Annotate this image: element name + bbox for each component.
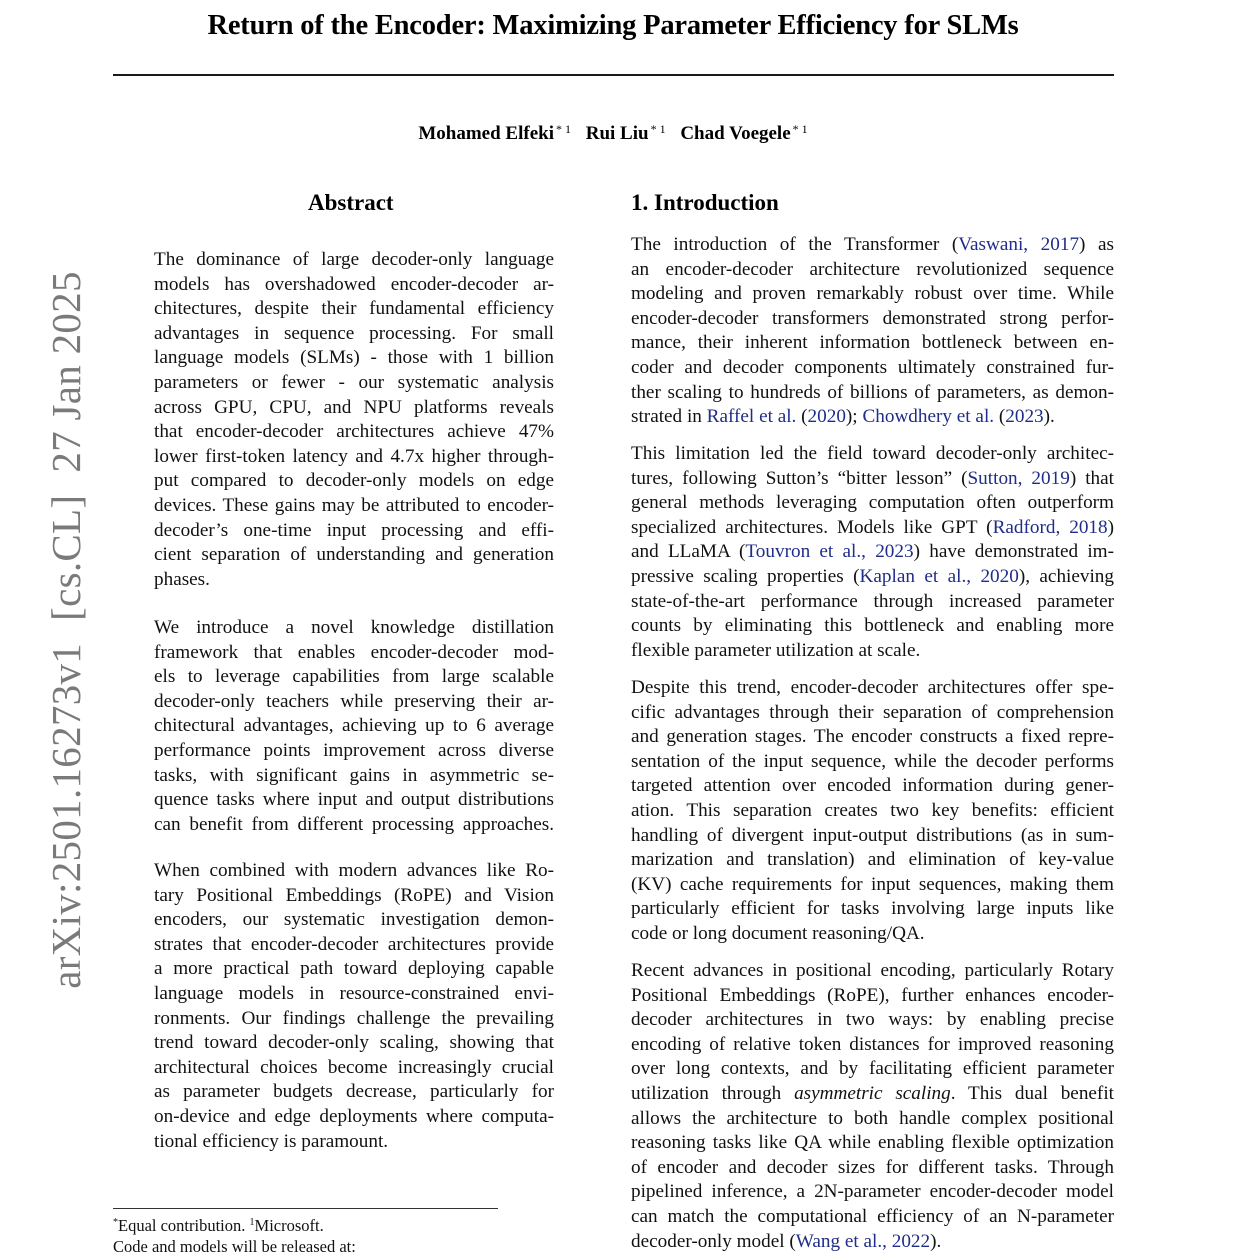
text-line: The dominance of large decoder-only language [154,249,554,270]
text-line: architectural choices become increasingly crucial [154,1056,554,1078]
author [586,123,666,144]
text-line: chitectural advantages, achieving up to 6 average [154,715,554,737]
text-line [631,1230,1114,1255]
text-line: (KV) cache requirements for input sequences, making them [631,873,1114,895]
emphasis-text: asymmetric scaling [794,1082,951,1104]
text: ( [994,406,1006,428]
text-line: particularly efficient for tasks involving large inputs like [631,898,1114,920]
text-line: phases. [154,568,210,590]
text-line: can match the computational efficiency of an N-parameter [631,1205,1114,1227]
text-line: counts by eliminating this bottleneck and enabling more [631,615,1114,637]
paper-title: Return of the Encoder: Maximizing Parameter Efficiency for SLMs [207,10,1019,41]
text-line: cient separation of understanding and generation [154,544,554,566]
text: ) have demonstrated im- [913,541,1114,563]
text-line: that encoder-decoder architectures achieve 47% [154,421,554,443]
text-line: coder and decoder components ultimately constrained fur- [631,356,1114,378]
footnote-rule [113,1208,498,1209]
text-line: tional efficiency is paramount. [154,1130,389,1152]
text: ) [1107,516,1114,538]
text-line: tasks, with significant gains in asymmetric se- [154,764,554,786]
author-affiliation-mark: * 1 [555,122,571,136]
text: The introduction of the Transformer ( [631,234,959,255]
footnote-line: Code and models will be released at: [113,1237,356,1256]
citation-link[interactable]: Vaswani, 2017 [958,234,1080,255]
text: and LLaMA ( [631,541,746,563]
author-name: Rui Liu [585,123,649,144]
text-line [631,1082,1114,1107]
abstract-heading: Abstract [308,190,394,215]
text-line: models has overshadowed encoder-decoder ar- [154,273,554,295]
text: ). [1043,406,1055,428]
citation-link[interactable]: Chowdhery et al. [862,406,995,428]
introduction-heading: 1. Introduction [631,190,779,215]
text-line: This limitation led the field toward decoder-only architec- [631,443,1114,464]
text-line: quence tasks where input and output distributions [154,789,554,811]
text-line: parameters or fewer - our systematic analysis [154,371,554,393]
text-line: sentation of the input sequence, while the decoder performs [631,750,1114,772]
author [680,123,807,144]
text: ) that [1069,467,1114,489]
text-line: When combined with modern advances like Ro- [154,860,554,881]
text-line: as parameter budgets decrease, particularly for [154,1081,554,1103]
text: utilization through [631,1082,795,1104]
text-line: els to leverage capabilities from large scalable [154,666,554,688]
text: ); [845,406,863,428]
citation-link[interactable]: Wang et al., 2022 [795,1230,931,1252]
text-line: chitectures, despite their fundamental efficiency [154,298,554,320]
text-line: on-device and edge deployments where computa- [154,1105,554,1127]
text-line: decoder-only teachers while preserving their ar- [154,690,554,712]
text: pressive scaling properties ( [631,565,860,587]
title-rule [113,74,1114,76]
intro-paragraph-2 [631,442,1114,663]
text: ). [930,1230,942,1252]
text-line: language models (SLMs) - those with 1 billion [154,347,554,369]
text-line: modeling and proven remarkably robust over time. While [631,283,1114,305]
text-line: across GPU, CPU, and NPU platforms reveals [154,396,554,418]
text-line: marization and translation) and elimination of key-value [631,849,1114,871]
text-line: cific advantages through their separation of comprehension [631,701,1114,723]
intro-paragraph-1 [631,233,1114,430]
text-line: targeted attention over encoded information during gener- [631,775,1114,797]
citation-link[interactable]: Sutton, 2019 [967,467,1070,489]
text-line: can benefit from different processing approaches. [154,813,554,835]
abstract-paragraph-3 [154,859,554,1154]
footnote-text: Microsoft. [254,1216,324,1235]
text-line: state-of-the-art performance through increased parameter [631,590,1114,612]
intro-paragraph-4 [631,959,1114,1254]
abstract-paragraph-2 [154,616,554,837]
text-line: encoding of relative token distances for improved reasoning [631,1033,1114,1055]
author-affiliation-mark: * 1 [650,122,666,136]
arxiv-stamp [42,260,90,1000]
author [418,123,571,144]
text-line: framework that enables encoder-decoder mod- [154,641,554,663]
text-line: pipelined inference, a 2N-parameter encoder-decoder model [631,1181,1114,1203]
text: specialized architectures. Models like GPT ( [631,516,993,538]
text-line: ther scaling to hundreds of billions of parameters, as demon- [631,381,1114,403]
text-line: lower first-token latency and 4.7x higher through- [154,445,554,467]
text-line: allows the architecture to both handle complex positional [631,1107,1114,1129]
text-line: general methods leveraging computation often outperform [631,492,1114,514]
text-line: an encoder-decoder architecture revolutionized sequence [631,258,1114,280]
text-line: Positional Embeddings (RoPE), further enhances encoder- [631,984,1114,1006]
text-line: a more practical path toward deploying capable [154,958,554,980]
text-line [631,467,1114,492]
text-line: Despite this trend, encoder-decoder architectures offer spe- [631,677,1114,698]
author-list [0,122,1226,145]
text: decoder-only model ( [631,1230,796,1252]
text-line [631,233,1114,258]
footnote-mark: 1 [249,1217,255,1228]
text-line: We introduce a novel knowledge distillation [154,617,554,638]
text-line: put compared to decoder-only models on edge [154,470,554,492]
abstract-paragraph-1 [154,248,554,592]
text: ) as [1079,234,1115,255]
text-line: handling of divergent input-output distributions (as in sum- [631,824,1114,846]
text-line: advantages in sequence processing. For small [154,322,554,344]
author-affiliation-mark: * 1 [792,122,808,136]
citation-link[interactable]: Touvron et al., 2023 [745,541,914,563]
arxiv-category: [cs.CL] [43,494,89,621]
text-line: decoder architectures in two ways: by enabling precise [631,1009,1114,1031]
text-line: ronments. Our findings challenge the prevailing [154,1007,554,1029]
footnote-line [113,1212,356,1236]
author-name: Mohamed Elfeki [418,123,554,144]
text-line: performance points improvement across diverse [154,739,554,761]
text-line: decoder’s one-time input processing and effi- [154,519,554,541]
text-line: reasoning tasks like QA while enabling flexible optimization [631,1132,1114,1154]
text-line: language models in resource-constrained envi- [154,982,554,1004]
text-line: strates that encoder-decoder architectures provide [154,933,554,955]
text-line: and generation stages. The encoder constructs a fixed repre- [631,726,1114,748]
text: ( [796,406,808,428]
text-line: devices. These gains may be attributed to encoder- [154,494,554,516]
citation-link[interactable]: 2020 [807,406,846,428]
citation-link[interactable]: Kaplan et al., 2020 [859,565,1019,587]
text-line: trend toward decoder-only scaling, showing that [154,1032,554,1054]
text-line: over long contexts, and by facilitating efficient parameter [631,1058,1114,1080]
footnote-text: Equal contribution. [118,1216,250,1235]
text-line: of encoder and decoder sizes for different tasks. Through [631,1156,1114,1178]
text-line: mance, their inherent information bottleneck between en- [631,332,1114,354]
text-line [631,405,1114,430]
text-line: ation. This separation creates two key benefits: efficient [631,799,1114,821]
text-line: flexible parameter utilization at scale. [631,639,921,661]
arxiv-date: 27 Jan 2025 [43,271,89,473]
text-line [631,565,1114,590]
arxiv-id: arXiv:2501.16273v1 [43,642,89,989]
text-line: encoder-decoder transformers demonstrated strong perfor- [631,307,1114,329]
text: tures, following Sutton’s “bitter lesson” ( [631,467,968,489]
intro-paragraph-3 [631,676,1114,947]
text-line: Recent advances in positional encoding, particularly Rotary [631,960,1114,981]
text: ), achieving [1018,565,1114,587]
text: . This dual benefit [950,1082,1114,1104]
text-line: code or long document reasoning/QA. [631,922,925,944]
text: strated in [631,406,707,428]
citation-link[interactable]: 2023 [1005,406,1044,428]
text-line [631,516,1114,541]
citation-link[interactable]: Raffel et al. [706,406,797,428]
text-line: tary Positional Embeddings (RoPE) and Vision [154,884,554,906]
text-line: encoders, our systematic investigation demon- [154,909,554,931]
author-name: Chad Voegele [680,123,791,144]
text-line [631,540,1114,565]
footnote [113,1212,356,1257]
footnote-mark: * [113,1217,118,1228]
citation-link[interactable]: Radford, 2018 [992,516,1108,538]
